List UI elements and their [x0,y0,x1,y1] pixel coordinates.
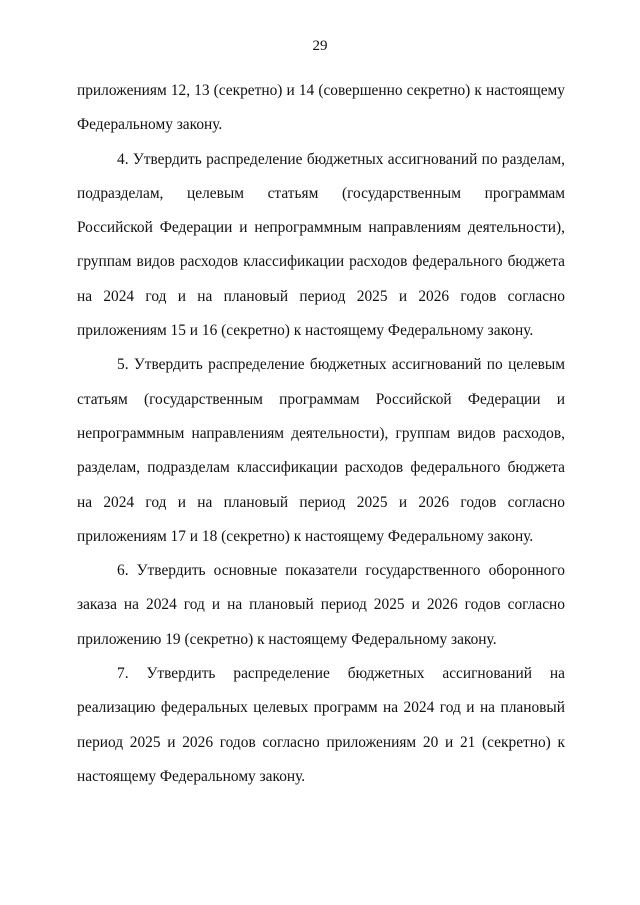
paragraph-item-7: 7. Утвердить распределение бюджетных ассигнований на реализацию федеральных целевых программ на 2024 год и на плановый период 2025 и 2026 годов согласно приложениям 20 и 21 (секретно) к настоящему Федеральному закону. [77,665,565,785]
paragraph-continuation: приложениям 12, 13 (секретно) и 14 (совершенно секретно) к настоящему Федеральному закону. [77,82,565,134]
paragraph-item-6: 6. Утвердить основные показатели государственного оборонного заказа на 2024 год и на плановый период 2025 и 2026 годов согласно приложению 19 (секретно) к настоящему Федеральному закону. [77,562,565,648]
page-number: 29 [312,38,328,54]
paragraph-item-5: 5. Утвердить распределение бюджетных ассигнований по целевым статьям (государственным программам Российской Федерации и непрограммным направлениям деятельности), группам видов расходов, разделам, подразделам классификации расходов федерального бюджета на 2024 год и на плановый период 2025 и 2026 годов согласно приложениям 17 и 18 (секретно) к настоящему Федеральному закону. [77,356,565,545]
paragraph-item-4: 4. Утвердить распределение бюджетных ассигнований по разделам, подразделам, целевым статьям (государственным программам Российской Федерации и непрограммным направлениям деятельности), группам видов расходов классификации расходов федерального бюджета на 2024 год и на плановый период 2025 и 2026 годов согласно приложениям 15 и 16 (секретно) к настоящему Федеральному закону. [77,150,565,340]
document-body [77,74,565,794]
